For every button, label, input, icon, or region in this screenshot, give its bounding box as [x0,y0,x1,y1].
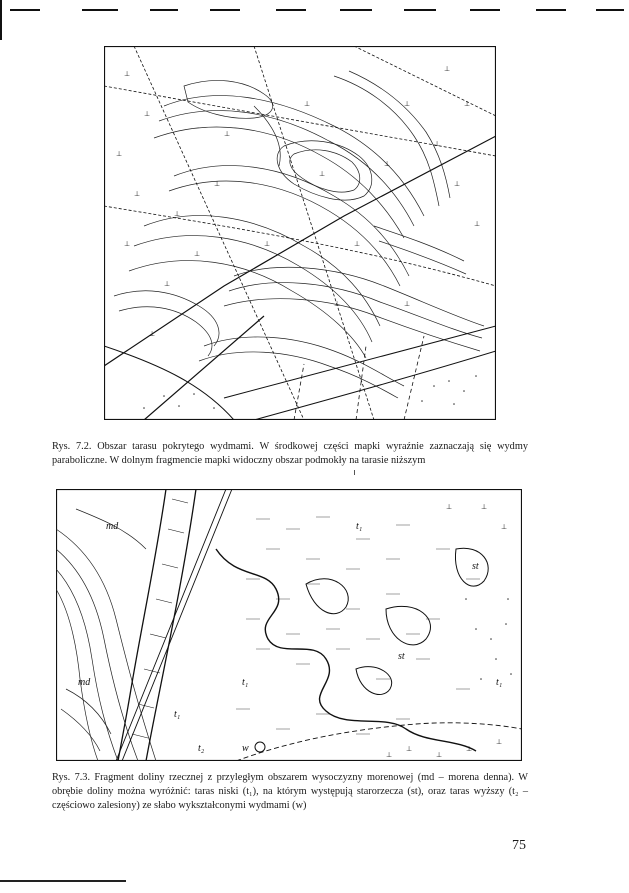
svg-text:⊥: ⊥ [496,738,503,746]
svg-text:⊥: ⊥ [384,160,391,168]
label-md-upper: md [106,521,119,532]
svg-text:⊥: ⊥ [404,100,411,108]
svg-text:⊥: ⊥ [464,100,471,108]
svg-text:⊥: ⊥ [354,240,361,248]
svg-text:⊥: ⊥ [174,210,181,218]
svg-text:⊥: ⊥ [481,503,488,511]
svg-text:⊥: ⊥ [454,180,461,188]
svg-text:⊥: ⊥ [319,170,326,178]
label-t1-mid: t₁ [242,677,249,688]
label-w: w [242,743,249,754]
svg-text:⊥: ⊥ [436,751,443,759]
svg-text:⊥: ⊥ [194,250,201,258]
svg-text:⊥: ⊥ [144,110,151,118]
page-number: 75 [512,838,526,853]
label-t1-top: t₁ [356,521,363,532]
svg-text:⊥: ⊥ [224,130,231,138]
svg-text:⊥: ⊥ [124,70,131,78]
svg-text:⊥: ⊥ [304,100,311,108]
svg-text:⊥: ⊥ [406,745,413,753]
svg-text:⊥: ⊥ [134,190,141,198]
figure-7-3-map [56,489,522,761]
svg-text:⊥: ⊥ [474,220,481,228]
svg-text:⊥: ⊥ [264,240,271,248]
svg-text:⊥: ⊥ [124,240,131,248]
svg-text:⊥: ⊥ [116,150,123,158]
header-dashed-rule [0,6,629,14]
svg-text:⊥: ⊥ [404,300,411,308]
svg-text:⊥: ⊥ [386,751,393,759]
margin-rule [0,0,2,40]
svg-text:⊥: ⊥ [164,280,171,288]
label-md-lower: md [78,677,91,688]
label-t2: t₂ [198,743,205,754]
svg-text:⊥: ⊥ [149,330,156,338]
label-t1-right: t₁ [496,677,503,688]
svg-text:⊥: ⊥ [434,140,441,148]
bottom-rule [0,880,126,882]
svg-text:⊥: ⊥ [214,180,221,188]
svg-text:⊥: ⊥ [446,503,453,511]
figure-7-2-map [104,46,496,420]
scan-tick-mark [354,470,355,475]
svg-text:⊥: ⊥ [334,300,341,308]
figure-7-3-caption: Rys. 7.3. Fragment doliny rzecznej z przyległym obszarem wysoczyzny morenowej (md – morena denna). W obrębie doliny można wyróżnić: taras niski (t₁), na którym występują starorzecza (st), oraz taras wyższy (t₂ – częściowo zalesiony) ze słabo wykształconymi wydmami (w) [52,772,528,811]
label-t1-low: t₁ [174,709,181,720]
svg-text:⊥: ⊥ [501,523,508,531]
label-st-right: st [472,561,479,572]
svg-text:⊥: ⊥ [444,65,451,73]
figure-7-2-caption: Rys. 7.2. Obszar tarasu pokrytego wydmami. W środkowej części mapki wyraźnie zaznaczają się wydmy paraboliczne. W dolnym fragmencie mapki widoczny obszar podmokły na tarasie niższym [52,441,528,466]
svg-text:⊥: ⊥ [466,745,473,753]
label-st-mid: st [398,651,405,662]
